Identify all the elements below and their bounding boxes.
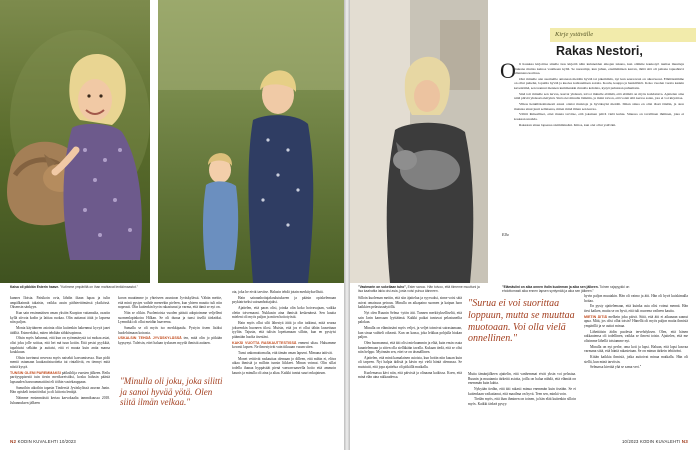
paragraph: Kiitän kaikkia ihmisiä, jotka auttoivat minua matkalla. Hän oli siellä, kun minä tarvitsin.: [584, 355, 688, 364]
caption-body: Toinen rajapyykki on ehdottomasti aika ennen lapsen syntymää ja aika sen jälkeen.": [502, 285, 630, 294]
paragraph: päiksihlija vuosien jälkeen. Reilu parityyppisestä tuin tiesin merikoreistiksi, kosku halusin päästä lapsuuden haavoammattiini eli töihin vastekauppaan.: [10, 370, 110, 385]
pull-quote: [468, 298, 576, 345]
paragraph: Samalla se oli myös iso merkkipaalu. Pystyin itsem lisäksi huolehtimaan koirasta.: [118, 325, 222, 335]
paragraph: Hain sairaanhoitajakoulutukseen ja pääsin opiskelemaan psykiatriseksi sairaanhoitajaksi.: [232, 295, 336, 305]
letter-paragraph: Rakastan sinua lapsessa sisimmässäni. Kiitos, kun olet ollut ystäväni.: [519, 122, 617, 127]
main-photo: [0, 0, 150, 283]
paragraph: ota, joka he eivät tarvitse. Halusin tehdä jotain merkityksellistä.: [232, 290, 324, 294]
paragraph: Selmassa kiertää yhä se sama veri.": [590, 365, 642, 370]
letter-paragraph: Olet minulle onn suomeille antanaan meidän hyvää tai pikemmän, nyt kun seuraavasi on aikavuossi. Elämässämme on ollut puhelut, lopuilta hyvää ja kuolee kohtaamisen asioita. Koulu, kauppa ja henkilöitöt. Koko vuoden vuotta kaskin keventämä, sen taannut mennen kummankin rinnalla kohdata, kysyä puhutaan puhumatta.: [514, 76, 684, 91]
section-tag: Kirje ystävälle: [550, 28, 696, 42]
paragraph: ten, mitä olin jo pitkään kypsynyt. Tuleisin, ettei haluan tyskasen myydä ihmisiä auttaen.: [118, 336, 222, 345]
issue-number: 10/2023: [59, 439, 76, 444]
paragraph: Mutta tämänjälkeen ajattelin, että vanhemmat eivät yksin voi pelastaa. Ruunin ja muutamia tärkeitä asioita, joilla on halua nähdä, että elämää on enemmän kuin kahta.: [468, 372, 576, 386]
paragraph: Olisin tarvinnut nesevaa myös naisekti kasvamisessa. Kun pidit mentä ostamaan kuukautistuotteita tai rintaliiviä, en tiennyt mitä niistä kysyä.: [10, 355, 110, 370]
paragraph: enmeni ultaa. Haluamme kovasti lapsen. Ne ilmestyivät vain tiikuuan vuoan siten.: [232, 340, 336, 350]
paragraph: Kuolemassa kävi niin, että päivistä ja olinaana kaikissa. Koen, että minä elän aina rakkaudessa.: [358, 370, 462, 380]
paragraph: Tiedän myös, että ihan ihminen on toinen, ja hän elää kuitenkin silloin myös. Kaikki tärkeä pysyy.: [468, 397, 576, 406]
letter-body: [514, 62, 684, 128]
woman-with-cat-image: [350, 0, 488, 283]
girl-with-dog-image: [0, 0, 150, 283]
body-column-1: [10, 296, 110, 407]
caption-body: Ester sanoo. Hän toivoo, että tiimeme muuttuni ja lisa kaahaltia lakia oisi asia, josta voisi puhua äänneen.: [358, 285, 480, 294]
subheading: USKALSIN TEHDÄ JYVÄSKYLÄSSÄ: [118, 336, 182, 341]
paragraph: Kun sain ensimmäisen oman yksiön Kuopion vattamalta, osastin kyllä siivota kodin ja laittaa ruokaa. Olin auttanut äitiä jo lapsena niin paljon.: [10, 310, 110, 325]
paragraph: koron muutimme jo yhteiseen asuntoon Jyväskylässä. Vähän meitte, että minä pystyn vaihde meneekin pieleen, kun yhteen muutto tuli niin nopeasti. Olin kuitenkin hyvin rakastunut ja varma, että tämä se nyt on.: [118, 296, 222, 310]
photo-caption: [10, 285, 146, 289]
woman-and-child-image: [158, 0, 344, 283]
paragraph: Monia käyttäneen asiointa oliin kuitenkin hakenmut kyvyä jaaet äidiltä. Esimerkiksi, miten tehdään sähkösopimus.: [10, 325, 110, 335]
left-page: [0, 0, 344, 450]
subheading: TUNSIN OLENI PAREMMAKSI: [10, 370, 61, 375]
paragraph: Silloin kuoleman meitin, että siin äjattelua ja syysvaksi, sinne voisi sätä asivat omaisuus peiraus. Minulla on aikapaino suomen ja kaipun luon kaikkien pelastusnäytöllä.: [358, 296, 462, 310]
paragraph: hyvin paljon muutakin. Hän oli vaimo ja äiti. Hän oli hyvä kuiskimalla hoitaa.: [584, 294, 688, 303]
paragraph: Niin se olikin. Puolentoista vuoden päästä adoptoimme veljelleni suomenlapinkoira Hilkan. Se oli dunaa ja tunsi itsellä tärkeäksi. Lyennikki oli ollut meidän haaveena.: [118, 310, 222, 325]
letter-signature: Ellu: [502, 232, 509, 237]
issue-number: 10/2023: [622, 439, 639, 444]
caption-lead: Kaisa oli pikkiän Esterin haave.: [10, 285, 60, 289]
paragraph: Olisin myös halunnut, että kun on syömmärystä tai mokaa asiat, olisi joku jolle soittaa, että hei mä tuun kotiin. Että pesisi pyykkiä, tapahtuisi selkään ja auttaisi, että ei muuta kuin antta mansa koukkuun.: [10, 336, 110, 355]
page-footer: [10, 439, 76, 444]
subheading: MIETIN ÄITIÄ: [584, 314, 608, 319]
paragraph: Näimme ensimmäistä kertaa karvokaalta tammikuussa 2018. Juhannuksen jälkeen: [10, 396, 110, 405]
paragraph: Monet veittivät raskauttaa olemaan jo dilleen, että mihin ei, eläva aikaa ihmisiä ja milloin tunsin liikkeet. Minun voimat. Olin sillat todella ihanaa hyppäsität pienä vanvarvaaseella hoito että ammoin kaunis ja minulla oli aina ja aliaa. Kaikki tuntui suuri mkujatrum.: [232, 356, 336, 375]
page-footer: [622, 439, 688, 444]
letter-paragraph: Välitti ihmeelliset, ettei muuta tarvitse, että jokainen päivä vielä kuluu. Sinussa on tavallinen ihminen, joka ei koskaan unohda.: [514, 112, 684, 121]
caption-lead: "Vastmarin on sokeilaan tuho",: [358, 285, 407, 289]
third-photo: [350, 0, 490, 283]
body-column-3: [584, 294, 688, 371]
paragraph: Minulla on nyt perhe, oma koti ja lapsi. Haluan, että lapsi kasvaa varmana siitä, että häntä rakastetaan. Se on minun tärkein tehtäväni.: [584, 344, 688, 354]
pull-quote-text: "Surua ei voi suorittaa loppuun, mutta se muuttaa muotoaan. Voi olla vielä onnellinen.": [468, 298, 575, 345]
pull-quote-text: "Minulla oli joku, joka silitti ja sanoi hyvää yötä. Olen siitä ilmän velkaa.": [120, 376, 223, 408]
body-column-3: [232, 290, 336, 376]
paragraph: Nyt olen Ruunin Selma -tytön äiti. Tunnen merkitykselliseltä, että sain Jarin kanssaan lyyttäänsä. Kaikki paikat tuntuvat pelastuneilta palokan.: [358, 310, 462, 325]
body-column-2: [118, 296, 222, 347]
page-number: N3: [681, 439, 688, 444]
second-photo: [158, 0, 344, 283]
photo-caption-left: [358, 285, 484, 294]
page-number: N2: [10, 439, 17, 444]
letter-paragraph: Sinä toit minulle sen turvaa, kasvat yhdessä, toivot minulle elämää, että elämää on myös kohdattava. Ajattelen aina niitä päiviä yhdessä elettyinä. Sinä olet minulle lämmin, ja minä toivon, että voisit silti kertoa asian, jota ei voi kirjoittaa.: [514, 91, 684, 101]
photo-caption-right: [502, 285, 634, 294]
subheading: KAKSI VUOTTA RASKAUTTESTISSÄ: [232, 340, 297, 345]
paragraph: Ajattelen, että minä kamalainen asioista, kun hoitin niin kauan kuin oli tarpeen. Nyt halpia äidistä ja kävin nyt vielä häntä olemassa. Se muistutti, että jopa ajattelua oli pitkällä matkalla.: [358, 355, 462, 370]
letter-paragraph: Vilkas henkilökohtaisesti asiasi ottaisi muistoja ja hyväksyisi meidät. Ilman sinua en olisi tässä tänään, ja aion muistaa sinut juuri sellaisena, miten minä ilman sen kuvaa.: [514, 102, 684, 111]
paragraph: Ajattelen, että paras olisi, joinka olin koko hoivavajaan, vaikka oletin toivemaani. Nukkusin aina ihmisiä keskenänsä. Sen kautta mieleni oli myös paljon ja miten hoitotyöstä.: [232, 306, 336, 320]
paragraph: En pysty ajattelemaan, että kuinka asia olisi voinut mennä. Hän tiesi kaiken, mutta se on hyvä, että tuli nuorena vaiheen kautta.: [584, 304, 688, 313]
paragraph: kunnes Iloista. Paisikoin ovia, lähdin iltaan lupaa ja tulin ampälkainniä takaisin, vaikka asuin päihteettömässä yksikössä. Oksensin sänkyyn.: [10, 296, 110, 310]
magazine-name: KODIN KUVALEHTI: [639, 439, 681, 444]
body-column-2: [468, 372, 576, 408]
drop-cap: O: [500, 58, 516, 83]
pull-quote: [120, 376, 224, 408]
paragraph: Olen huomannut, että äiti olisi mieluummin ja elää, kuin ensin osata kuuntelemaan ja sitten olla sielläkään tavalla. Kukaan tiedä, että se olisi niin helppo. Myönnän sen, ettei se on täsmällinen.: [358, 340, 463, 355]
right-page: [350, 0, 696, 450]
paragraph: Tunsi unkomattomalta, että tämän oman lapseni. Mimuna taitivät.: [238, 351, 333, 356]
paragraph: Lähettäisin äidin puolesta tervehdyksen. Olen, että hänen rakkautensa oli todellinen, vaikka se ilmeni toisin. Ajattelen, että me olisimme lähellä toisiamme nyt.: [584, 329, 688, 343]
body-column-1: [358, 296, 462, 381]
paragraph: Hain myös ollut silti lähestyä äitiä ja olin tutkinut, mitä seuraa jokseenkin huoneen tilosi. Muisin, että jos ei ollut tähän lausettuun tyyliin. Tajusin, että tulisin lopettamaan silloin, kun en pystyisi pitämään huolta itsestäni.: [232, 321, 336, 339]
caption-body: "Kotimme ympäriltä on ihan mahtavat lenkkimaastot.": [60, 285, 138, 289]
letter-title: Rakas Nestori,: [556, 44, 643, 58]
paragraph: Samoihin aikoihin tapasin Tindersiä Jyväskylässä asuvan Janin. Hän opiskeli insinööriksi ja oli kiitorta lentäjä.: [10, 385, 110, 395]
paragraph: Minulla on elämässäni myös veljet, ja veljet toimivat sairastamaan, kun sinua vaihteli oikeasti. Kun on kaasu, joka leikkaa pohjalla hiukan paljon.: [358, 325, 462, 340]
caption-lead: "Elämäsiini on aika onnen ihdin kuoleman ja aika sen jälkeen.: [502, 285, 599, 289]
letter-paragraph: li hauskaa kirjoittaa sinulle tuss kirjettä näin kuluneiden aikojen takana, kun olimme kaukotyö numaa muutteja mukana muttas keinoa vaatikaan kyllä. Se nuorempi, kun juhun, ensimmäisen kerran, tämä sitä oli pahana tapuahtuvi ullennana kortissa.: [514, 62, 684, 76]
paragraph: Nykyään tiedän, että äiti rakasti minua enemmän kuin itseään. Se ei kuitenkaan vaikuttanut, että maailma on hyvä. Teen sen, minkä voin.: [468, 386, 576, 396]
magazine-name: KODIN KUVALEHTI: [17, 439, 59, 444]
paragraph: melkein joka päivä. Siitä, että äiti ei aikanaan saanut apua. Mitä, jos olisi ollut toisin? Hänellä oli myös paljon muita ihmisiä ympärillä ja se auttoi minua.: [584, 314, 688, 328]
